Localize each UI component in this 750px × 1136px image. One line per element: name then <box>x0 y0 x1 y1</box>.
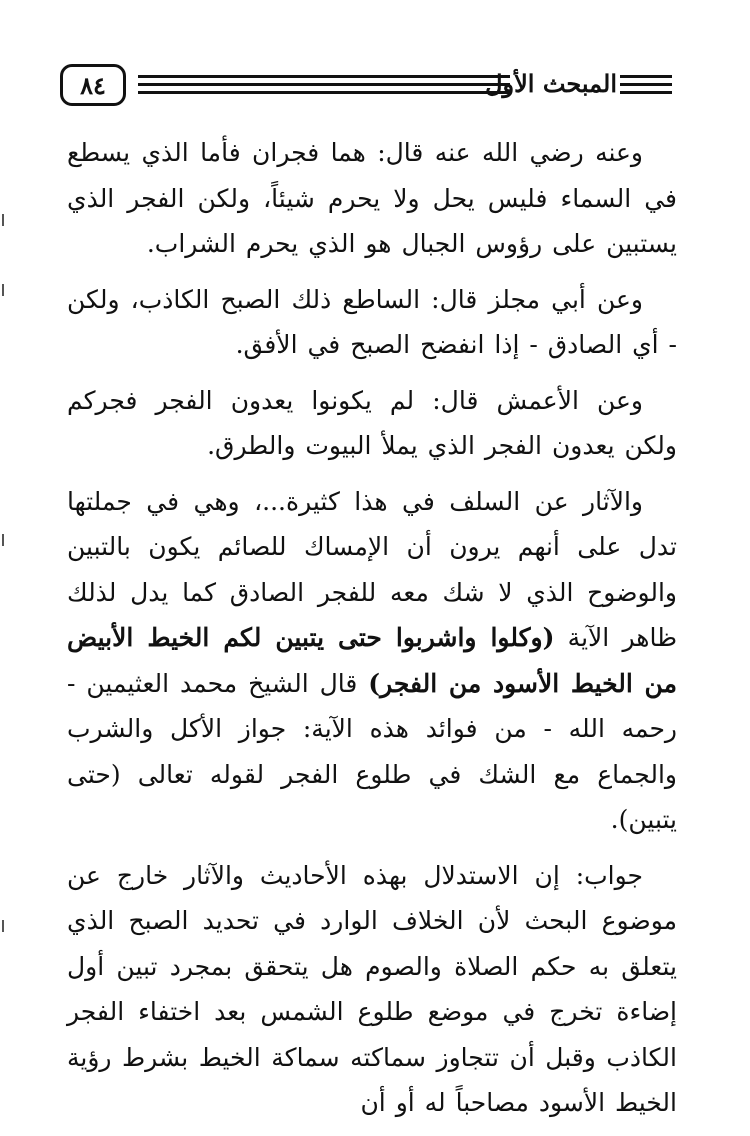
margin-mark <box>2 920 4 932</box>
page-number: ٨٤ <box>60 64 126 106</box>
section-title: المبحث الأول <box>485 69 617 98</box>
body-text <box>67 130 677 1136</box>
paragraph-4-text-after: قال الشيخ محمد العثيمين - رحمه الله - من فوائد هذه الآية: جواز الأكل والشرب والجماع مع الشك في طلوع الفجر لقوله تعالى (حتى يتبين). <box>67 668 677 834</box>
header-rule-left <box>138 75 510 95</box>
page-header <box>60 64 692 110</box>
paragraph-4 <box>67 479 677 843</box>
margin-mark <box>2 534 4 546</box>
paragraph-2: وعن أبي مجلز قال: الساطع ذلك الصبح الكاذب، ولكن - أي الصادق - إذا انفضح الصبح في الأفق. <box>67 284 677 359</box>
paragraph-3: وعن الأعمش قال: لم يكونوا يعدون الفجر فجركم ولكن يعدون الفجر الذي يملأ البيوت والطرق. <box>67 385 677 460</box>
margin-mark <box>2 214 4 226</box>
paragraph-5: جواب: إن الاستدلال بهذه الأحاديث والآثار خارج عن موضوع البحث لأن الخلاف الوارد في تحديد الصبح الذي يتعلق به حكم الصلاة والصوم هل يتحقق بمجرد تبين أول إضاءة تخرج في موضع طلوع الشمس بعد اختفاء الفجر الكاذب وقبل أن تتجاوز سماكته سماكة الخيط بشرط رؤية الخيط الأسود مصاحباً له أو أن <box>67 860 677 1117</box>
paragraph-4-text-before: والآثار عن السلف في هذا كثيرة...، وهي في جملتها تدل على أنهم يرون أن الإمساك للصائم يكون بالتبين والوضوح الذي لا شك معه للفجر الصادق كما يدل لذلك ظاهر الآية <box>67 486 677 652</box>
margin-mark <box>2 284 4 296</box>
quran-verse: (وكلوا واشربوا حتى يتبين لكم الخيط الأبيض من الخيط الأسود من الفجر) <box>67 623 677 698</box>
paragraph-1: وعنه رضي الله عنه قال: هما فجران فأما الذي يسطع في السماء فليس يحل ولا يحرم شيئاً، ولكن الفجر الذي يستبين على رؤوس الجبال هو الذي يحرم الشراب. <box>67 138 677 258</box>
header-rule-right <box>620 75 672 95</box>
